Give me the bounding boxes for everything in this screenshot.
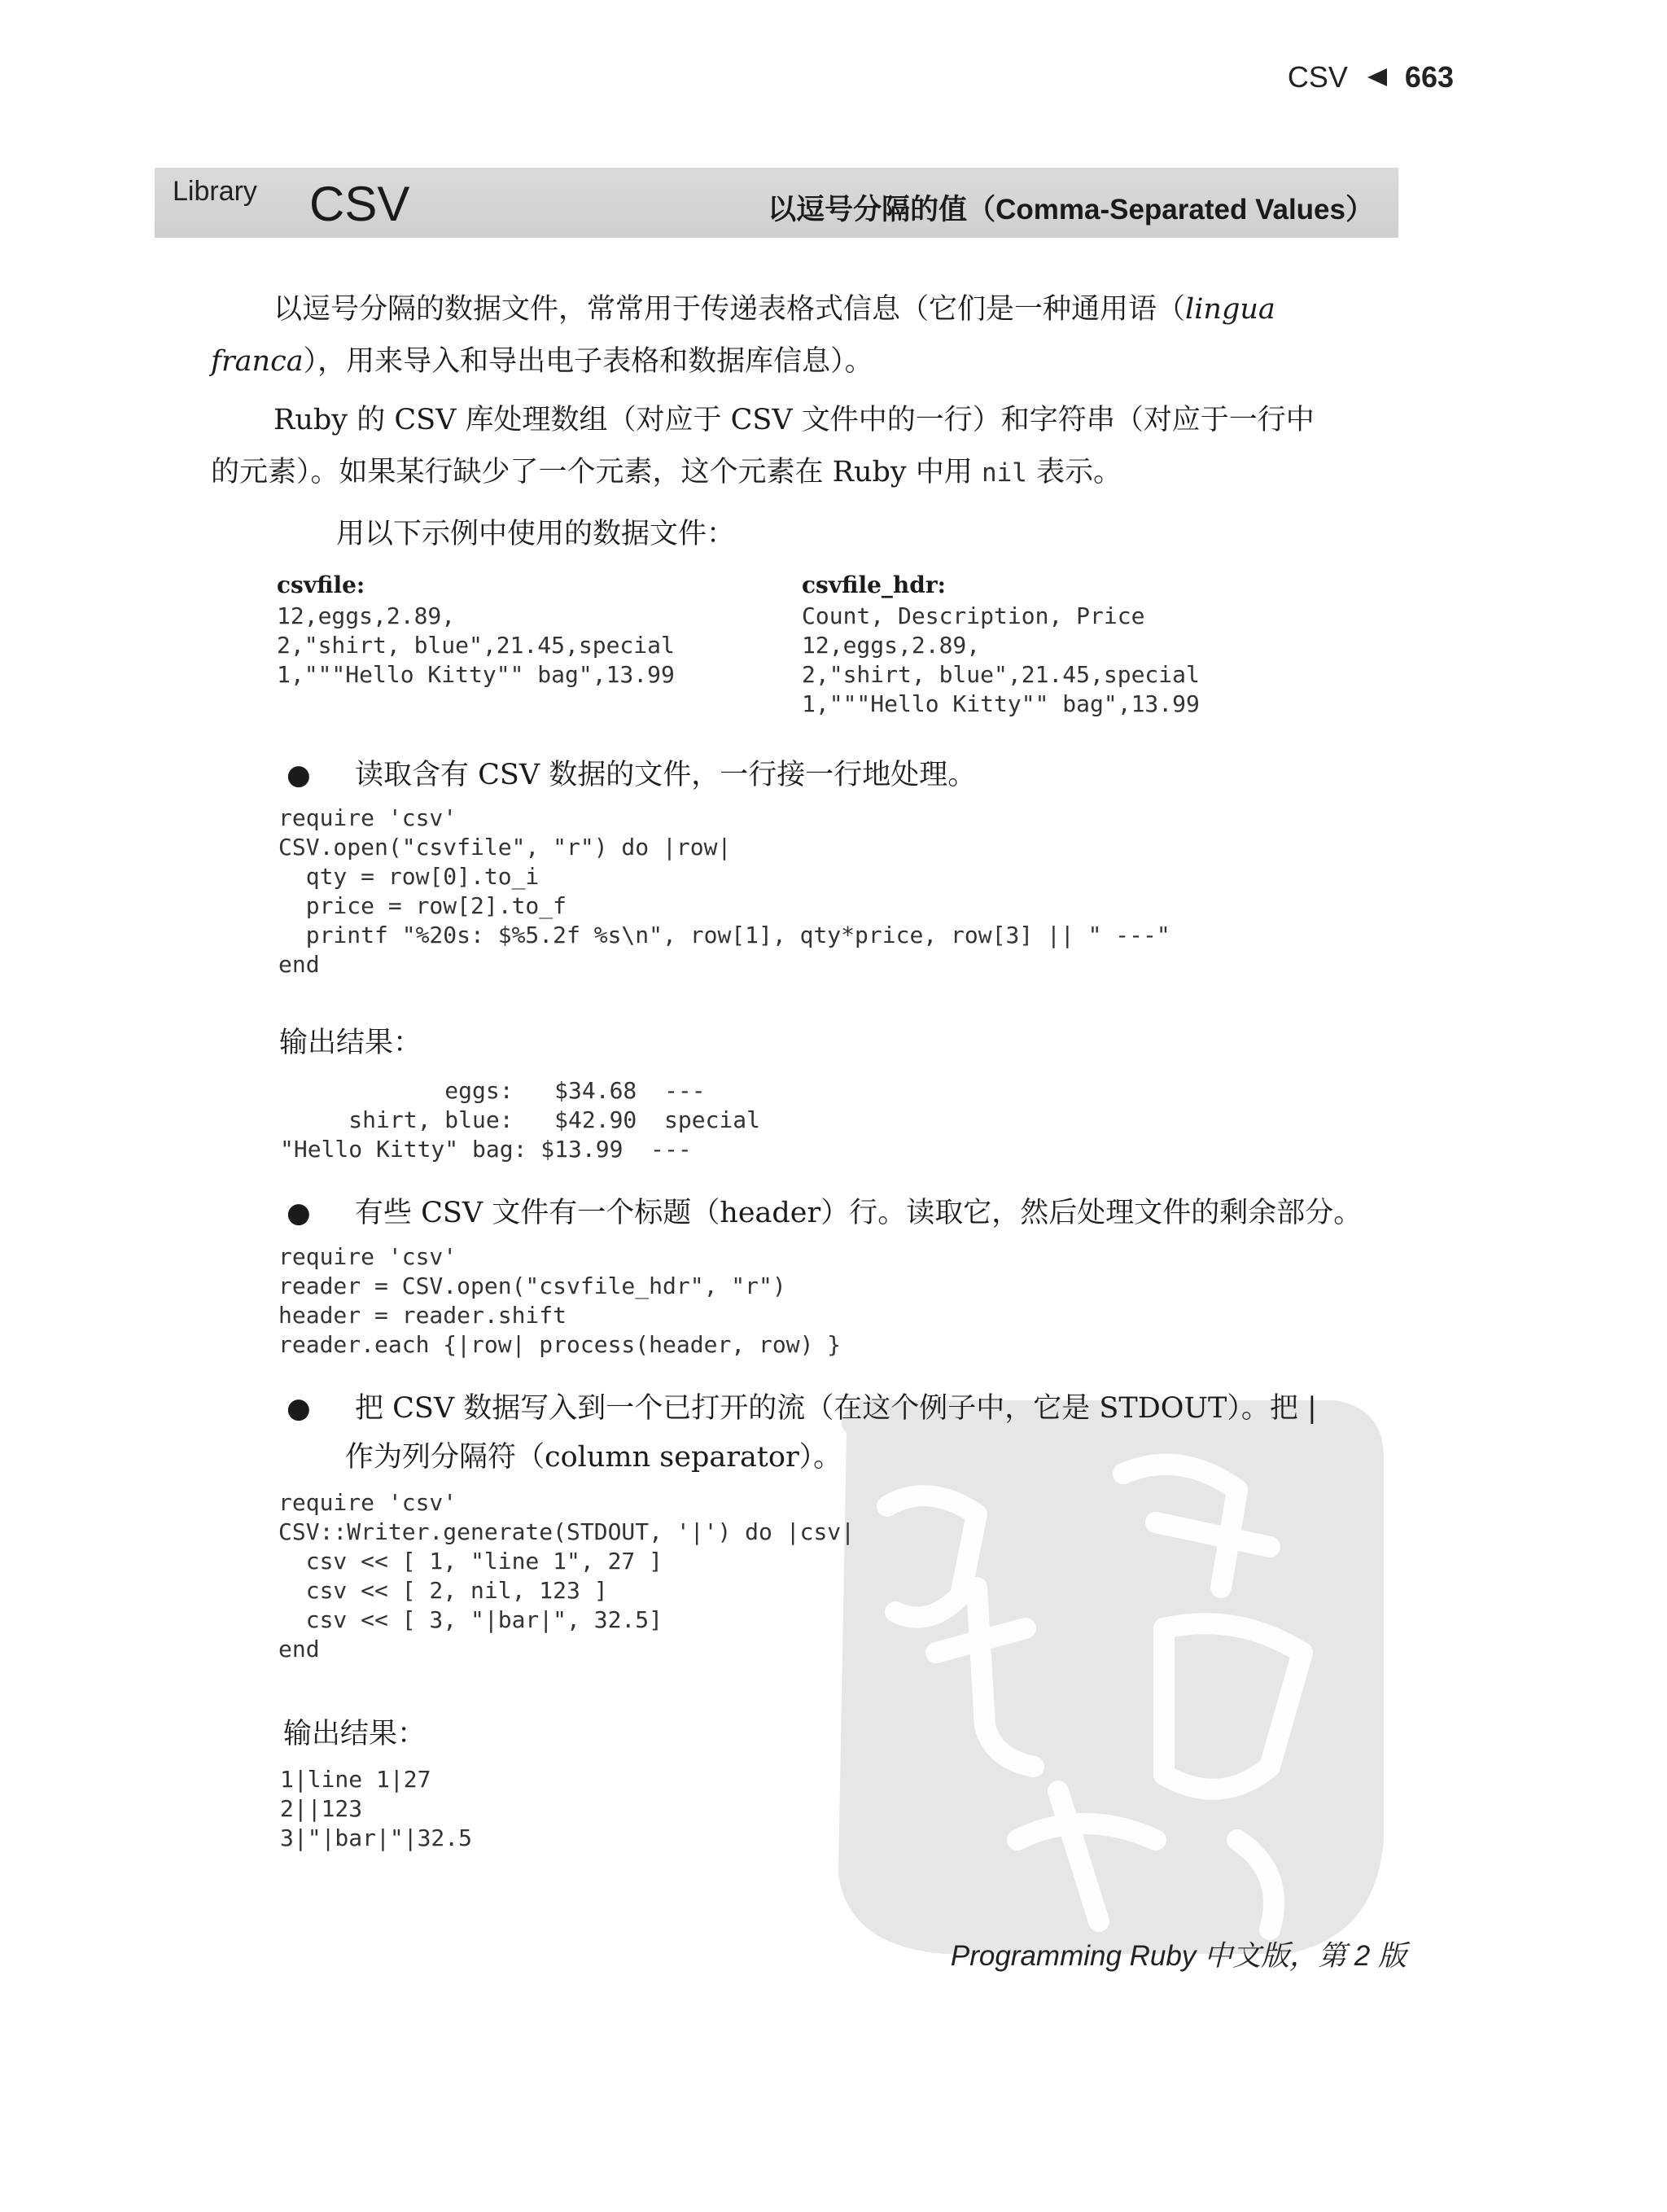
seal-watermark bbox=[814, 1384, 1400, 1970]
bullet-write-csv bbox=[277, 1384, 1317, 1433]
library-title: CSV bbox=[309, 177, 410, 231]
code-write-csv: require 'csv' CSV::Writer.generate(STDOUT, '|') do |csv| csv << [ 1, "line 1", 27 ] csv << [ 2, nil, 123 ] csv << [ 3, "|bar|", 32.5] end bbox=[278, 1489, 855, 1662]
bullet-read-csv bbox=[277, 751, 976, 799]
code-header-row: require 'csv' reader = CSV.open("csvfile_hdr", "r") header = reader.shift reader.each {|row| process(header, row) } bbox=[278, 1243, 842, 1358]
running-header bbox=[1288, 60, 1454, 94]
intro-paragraph-2 bbox=[211, 394, 1331, 498]
csvfile-block bbox=[277, 572, 675, 690]
bullet-dot-icon: ● bbox=[287, 759, 311, 791]
bullet-read-csv-text: 读取含有 CSV 数据的文件，一行接一行地处理。 bbox=[355, 759, 977, 791]
intro-p2-text-a: Ruby 的 CSV 库处理数组（对应于 CSV 文件中的一行）和字符串（对应于一行中的元素）。如果某行缺少了一个元素，这个元素在 Ruby 中用 bbox=[211, 404, 1315, 488]
intro-p1-text-c: ），用来导入和导出电子表格和数据库信息）。 bbox=[303, 345, 873, 378]
inline-code-nil: nil bbox=[981, 458, 1027, 488]
output-label-1: 输出结果： bbox=[279, 1027, 422, 1059]
bullet-header-row bbox=[277, 1189, 1362, 1237]
page-number: 663 bbox=[1404, 60, 1454, 94]
header-section: CSV bbox=[1287, 60, 1348, 94]
code-read-csv: require 'csv' CSV.open("csvfile", "r") do |row| qty = row[0].to_i price = row[2].to_f printf "%20s: $%5.2f %s\n", row[1], qty*price, row[3] || " ---" end bbox=[278, 804, 1170, 978]
bullet-write-csv-text-1: 把 CSV 数据写入到一个已打开的流（在这个例子中，它是 STDOUT）。把 | bbox=[355, 1392, 1317, 1425]
bullet-header-row-text: 有些 CSV 文件有一个标题（header）行。读取它，然后处理文件的剩余部分。 bbox=[355, 1197, 1363, 1229]
csvfile-content: 12,eggs,2.89, 2,"shirt, blue",21.45,special 1,"""Hello Kitty"" bag",13.99 bbox=[277, 602, 675, 688]
intro-p1-italic: lingua franca bbox=[211, 293, 1275, 378]
intro-paragraph-1 bbox=[211, 283, 1331, 388]
intro-paragraph-3: 用以下示例中使用的数据文件： bbox=[336, 518, 736, 550]
csvfile-hdr-block bbox=[802, 572, 1200, 719]
book-footer: Programming Ruby 中文版，第 2 版 bbox=[950, 1940, 1407, 1972]
triangle-left-icon bbox=[1366, 67, 1387, 88]
library-subtitle: 以逗号分隔的值（Comma-Separated Values） bbox=[768, 194, 1374, 226]
library-label: Library bbox=[173, 176, 257, 207]
output-read-csv: eggs: $34.68 --- shirt, blue: $42.90 special "Hello Kitty" bag: $13.99 --- bbox=[280, 1077, 761, 1163]
bullet-dot-icon: ● bbox=[287, 1197, 311, 1229]
intro-p1-text-a: 以逗号分隔的数据文件，常常用于传递表格式信息（它们是一种通用语（ bbox=[273, 293, 1186, 326]
intro-p2-text-b: 表示。 bbox=[1026, 456, 1122, 488]
bullet-dot-icon: ● bbox=[287, 1392, 311, 1425]
output-label-2: 输出结果： bbox=[283, 1718, 427, 1750]
output-write-csv: 1|line 1|27 2||123 3|"|bar|"|32.5 bbox=[280, 1766, 473, 1851]
library-banner bbox=[155, 168, 1398, 238]
csvfile-hdr-label: csvfile_hdr: bbox=[802, 572, 946, 598]
bullet-write-csv-cont: 作为列分隔符（column separator）。 bbox=[345, 1441, 842, 1474]
csvfile-hdr-content: Count, Description, Price 12,eggs,2.89, 2,"shirt, blue",21.45,special 1,"""Hello Kitty"" bag",13.99 bbox=[802, 602, 1200, 717]
csvfile-label: csvfile: bbox=[277, 572, 365, 598]
